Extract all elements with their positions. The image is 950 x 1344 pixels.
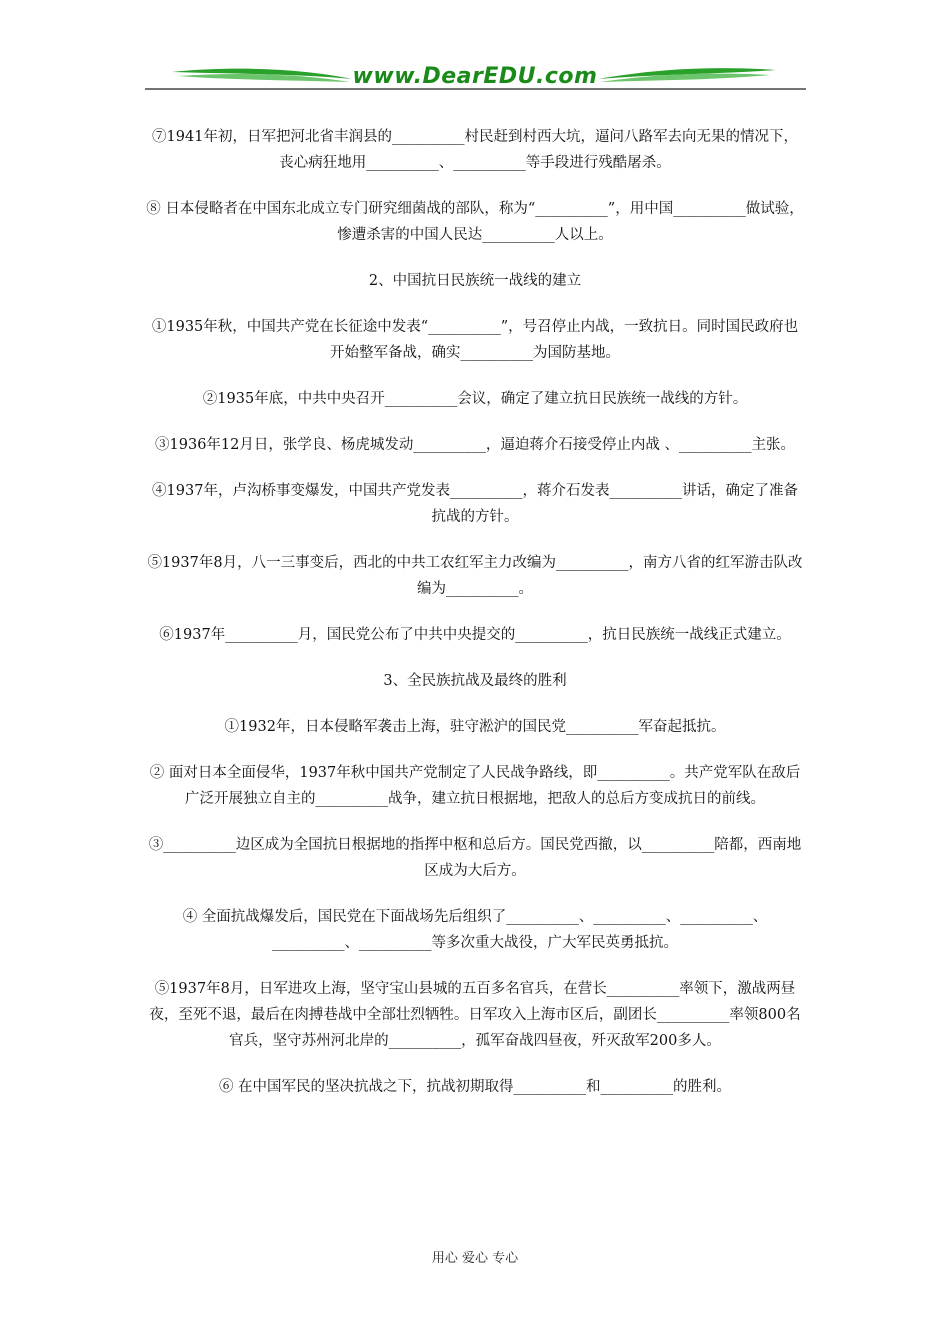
question-5-shanghai: ⑤1937年8月，日军进攻上海，坚守宝山县城的五百多名官兵，在营长__________率领下，激战两昼夜，至死不退，最后在肉搏巷战中全部壮烈牺牲。日军攻入上海市区后，副团长__________率领800名官兵，坚守苏州河北岸的__________，孤军奋战四昼夜，歼灭敌军200多人。 (149, 981, 801, 1049)
question-7-1941: ⑦1941年初，日军把河北省丰润县的__________村民赶到村西大坑，逼问八路军去向无果的情况下，丧心病狂地用__________、__________等手段进行残酷屠杀。 (152, 129, 798, 171)
question-2-1935-end: ②1935年底，中共中央召开__________会议，确定了建立抗日民族统一战线的方针。 (202, 391, 748, 407)
question-8-unit-731: ⑧ 日本侵略者在中国东北成立专门研究细菌战的部队，称为“__________”，用中国__________做试验，惨遭杀害的中国人民达__________人以上。 (146, 201, 804, 243)
worksheet-body (145, 124, 805, 1120)
question-3-1936: ③1936年12月日，张学良、杨虎城发动__________，逼迫蒋介石接受停止内战 、__________主张。 (155, 437, 795, 453)
question-5-1937-august: ⑤1937年8月，八一三事变后，西北的中共工农红军主力改编为__________，南方八省的红军游击队改编为__________。 (147, 555, 803, 597)
section-heading-victory: 3、全民族抗战及最终的胜利 (383, 673, 567, 689)
question-4-battles: ④ 全面抗战爆发后，国民党在下面战场先后组织了__________、__________、__________、__________、__________等多次重大战役，广大军民英勇抵抗。 (182, 909, 768, 951)
question-1-1935-autumn: ①1935年秋，中国共产党在长征途中发表“__________”，号召停止内战，一致抗日。同时国民政府也开始整军备战，确实__________为国防基地。 (151, 319, 799, 361)
section-heading-united-front: 2、中国抗日民族统一战线的建立 (368, 273, 582, 289)
site-logo[interactable]: www.DearEDU.com (352, 64, 598, 89)
page-footer: 用心 爱心 专心 (431, 1251, 519, 1266)
question-3-border-region: ③__________边区成为全国抗日根据地的指挥中枢和总后方。国民党西撤，以__________陪都，西南地区成为大后方。 (148, 837, 802, 879)
question-4-1937-lugou: ④1937年，卢沟桥事变爆发，中国共产党发表__________，蒋介石发表__________讲话，确定了准备抗战的方针。 (152, 483, 798, 525)
question-6-early-victories: ⑥ 在中国军民的坚决抗战之下，抗战初期取得__________和__________的胜利。 (218, 1079, 732, 1095)
question-6-1937-month: ⑥1937年__________月，国民党公布了中共中央提交的__________，抗日民族统一战线正式建立。 (159, 627, 791, 643)
question-2-peoples-war: ② 面对日本全面侵华，1937年秋中国共产党制定了人民战争路线，即__________。共产党军队在敌后广泛开展独立自主的__________战争，建立抗日根据地，把敌人的总后方变成抗日的前线。 (149, 765, 801, 807)
question-1-1932: ①1932年，日本侵略军袭击上海，驻守淞沪的国民党__________军奋起抵抗。 (224, 719, 726, 735)
page-header (0, 0, 950, 100)
